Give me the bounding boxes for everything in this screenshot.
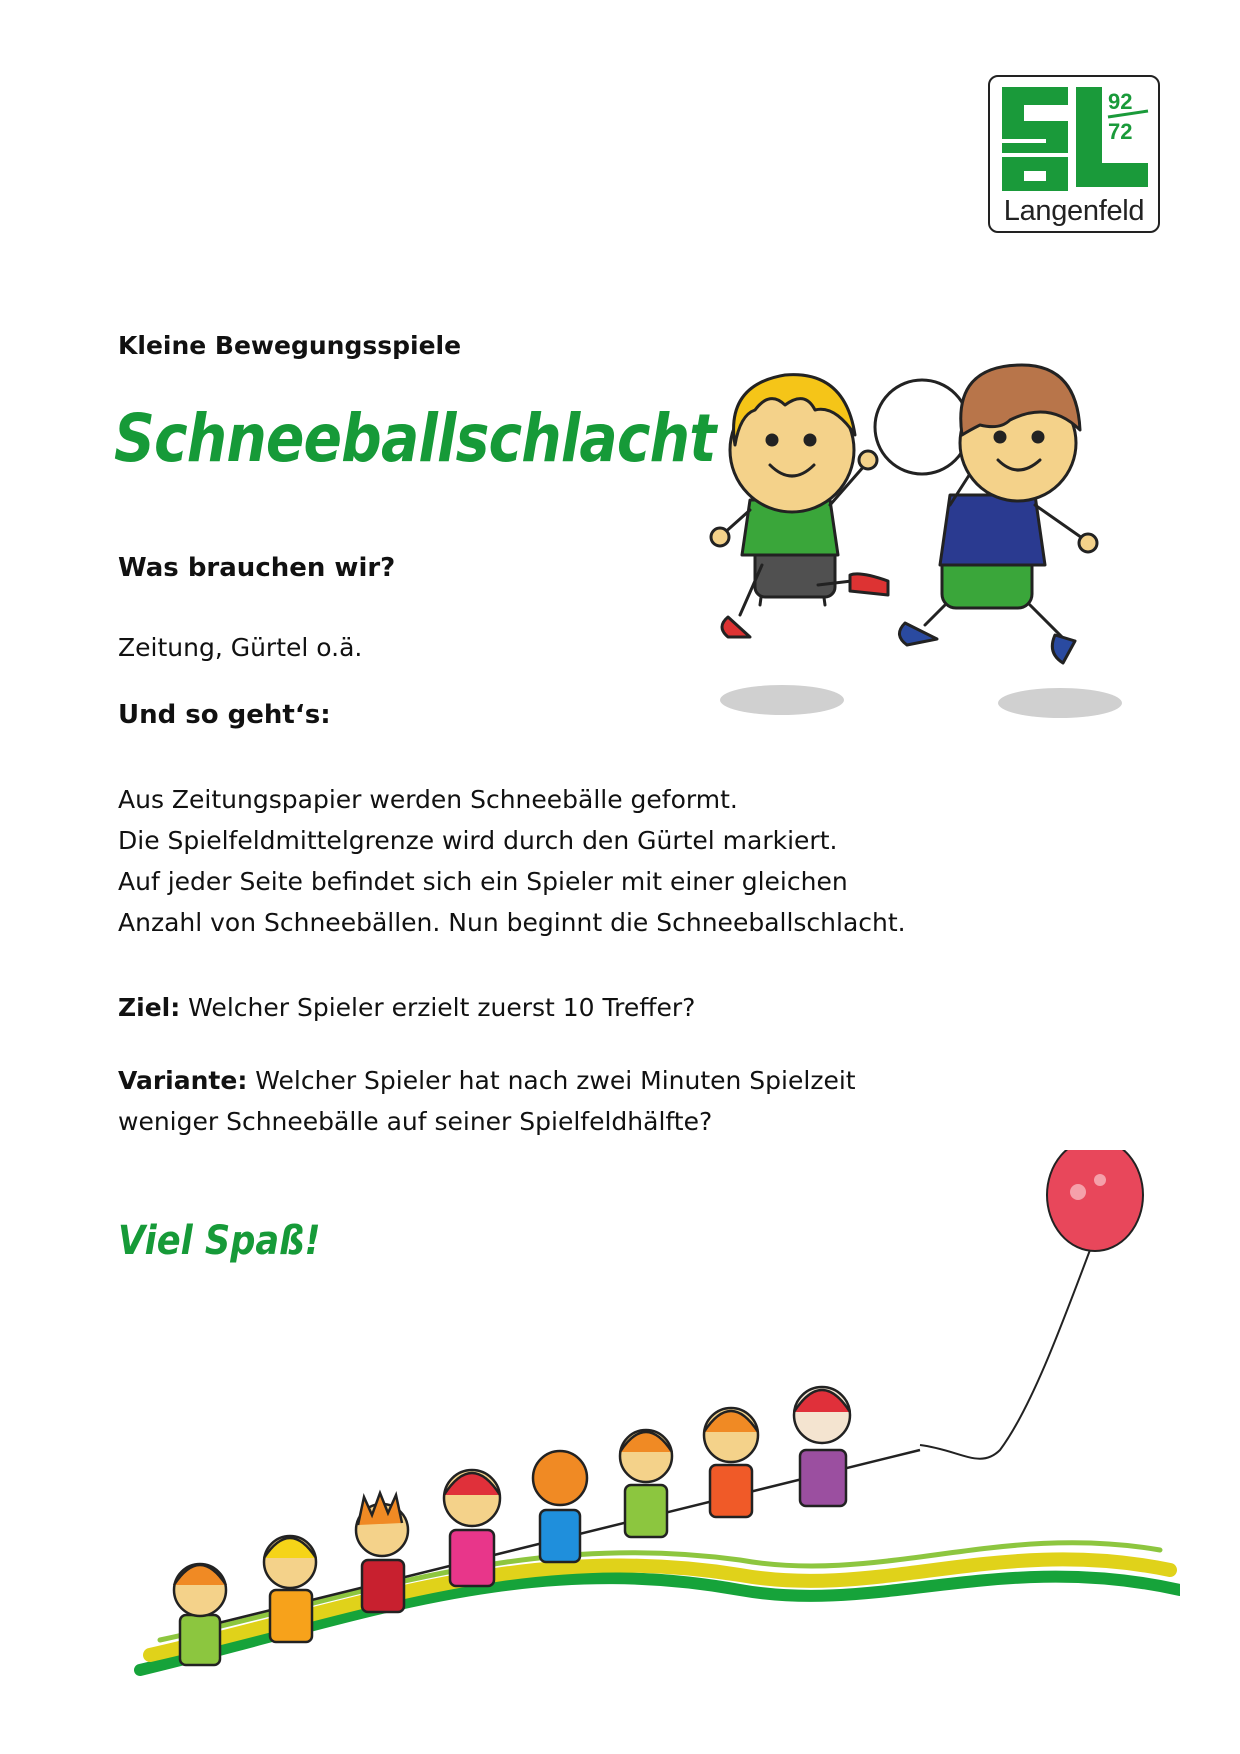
variant-line-2: weniger Schneebälle auf seiner Spielfeldhälfte? xyxy=(118,1107,713,1136)
club-logo xyxy=(988,75,1160,233)
logo-text: Langenfeld xyxy=(1003,195,1145,227)
how-line: Auf jeder Seite befindet sich ein Spieler mit einer gleichen xyxy=(118,867,848,896)
goal-paragraph xyxy=(118,987,695,1028)
document-subtitle: Kleine Bewegungsspiele xyxy=(118,331,462,360)
logo-number-bottom: 72 xyxy=(1108,119,1133,144)
goal-label: Ziel: xyxy=(118,993,181,1022)
need-text: Zeitung, Gürtel o.ä. xyxy=(118,633,363,662)
how-line: Die Spielfeldmittelgrenze wird durch den Gürtel markiert. xyxy=(118,826,838,855)
two-kids-playing-ball-illustration xyxy=(700,355,1140,725)
goal-text: Welcher Spieler erzielt zuerst 10 Treffer? xyxy=(180,993,696,1022)
closing-text: Viel Spaß! xyxy=(118,1218,321,1264)
need-heading: Was brauchen wir? xyxy=(118,553,396,583)
variant-paragraph xyxy=(118,1060,856,1142)
document-title: Schneeballschlacht xyxy=(114,400,716,477)
logo-number-top: 92 xyxy=(1108,89,1133,114)
how-line: Aus Zeitungspapier werden Schneebälle geformt. xyxy=(118,785,738,814)
how-line: Anzahl von Schneebällen. Nun beginnt die Schneeballschlacht. xyxy=(118,908,906,937)
how-heading: Und so geht‘s: xyxy=(118,700,331,730)
variant-line-1: Welcher Spieler hat nach zwei Minuten Spielzeit xyxy=(247,1066,856,1095)
children-chain-with-balloon-illustration xyxy=(100,1150,1180,1710)
how-paragraph xyxy=(118,779,906,943)
variant-label: Variante: xyxy=(118,1066,248,1095)
